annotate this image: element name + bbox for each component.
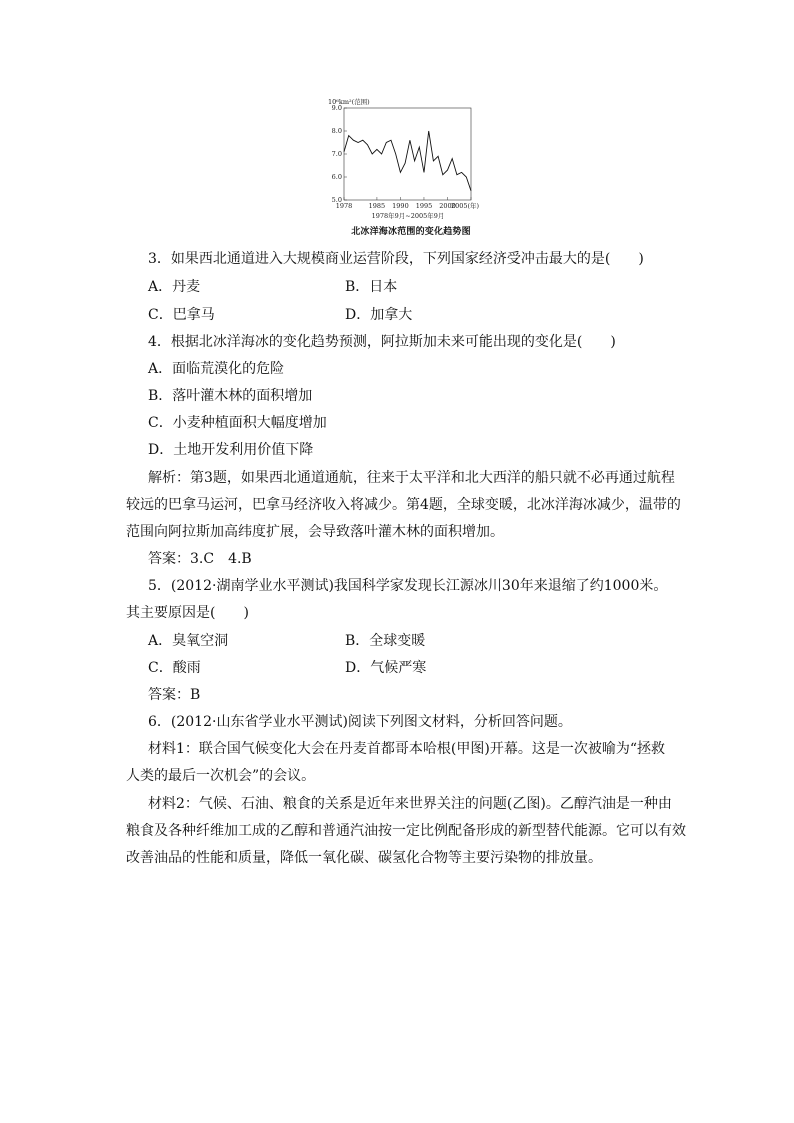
- y-tick-label: 9.0: [331, 104, 342, 113]
- q4-option-a: A．面临荒漠化的危险: [148, 361, 285, 377]
- x-tick-label: 2005(年): [450, 202, 480, 210]
- q3-stem: 3．如果西北通道进入大规模商业运营阶段，下列国家经济受冲击最大的是( ): [148, 251, 644, 267]
- x-tick-label: 1985: [368, 202, 386, 210]
- q3-option-a: A．丹麦: [148, 279, 201, 295]
- q6-stem: 6．(2012·山东省学业水平测试)阅读下列图文材料，分析回答问题。: [148, 714, 572, 730]
- x-tick-label: 2000: [439, 202, 456, 210]
- material-2-line-2: 粮食及各种纤维加工成的乙醇和普通汽油按一定比例配备形成的新型替代能源。它可以有效: [126, 823, 686, 839]
- x-axis-label: 1978年9月~2005年9月: [371, 212, 445, 220]
- analysis-line-3: 范围向阿拉斯加高纬度扩展，会导致落叶灌木林的面积增加。: [126, 524, 504, 540]
- q5-stem-line-1: 5．(2012·湖南学业水平测试)我国科学家发现长江源冰川30年来退缩了约1000米。: [148, 578, 668, 594]
- q5-option-a: A．臭氧空洞: [148, 633, 229, 649]
- analysis-line-1: 解析：第3题，如果西北通道通航，往来于太平洋和北大西洋的船只就不必再通过航程: [148, 470, 675, 486]
- y-tick-label: 7.0: [331, 150, 342, 159]
- series-line: [344, 131, 471, 191]
- x-tick-label: 1995: [415, 202, 433, 210]
- answer-q5: 答案：B: [148, 687, 201, 703]
- x-tick-label: 1978: [335, 202, 353, 210]
- q5-option-c: C．酸雨: [148, 660, 201, 676]
- y-tick-label: 6.0: [331, 173, 342, 182]
- q3-option-d: D．加拿大: [345, 307, 413, 323]
- q5-stem-line-2: 其主要原因是( ): [126, 605, 249, 621]
- analysis-line-2: 较远的巴拿马运河，巴拿马经济收入将减少。第4题，全球变暖，北冰洋海冰减少，温带的: [126, 497, 681, 513]
- material-1-line-2: 人类的最后一次机会”的会议。: [126, 768, 316, 784]
- plot-frame: [344, 108, 471, 200]
- q4-option-d: D．土地开发利用价值下降: [148, 442, 314, 458]
- q4-option-c: C．小麦种植面积大幅度增加: [148, 415, 327, 431]
- q5-option-b: B．全球变暖: [345, 633, 426, 649]
- q3-option-c: C．巴拿马: [148, 307, 215, 323]
- material-2-line-3: 改善油品的性能和质量，降低一氧化碳、碳氢化合物等主要污染物的排放量。: [126, 850, 602, 866]
- q4-option-b: B．落叶灌木林的面积增加: [148, 388, 313, 404]
- answer-q3-q4: 答案：3.C 4.B: [148, 551, 252, 567]
- material-1-line-1: 材料1：联合国气候变化大会在丹麦首都哥本哈根(甲图)开幕。这是一次被喻为“拯救: [148, 741, 665, 757]
- x-tick-label: 1990: [392, 202, 409, 210]
- q3-option-b: B．日本: [345, 279, 398, 295]
- y-unit-label: 10⁶km²(范围): [328, 98, 370, 106]
- chart-title: 北冰洋海冰范围的变化趋势图: [351, 227, 471, 237]
- y-tick-label: 5.0: [331, 196, 342, 205]
- y-tick-label: 8.0: [331, 127, 342, 136]
- q5-option-d: D．气候严寒: [345, 660, 427, 676]
- sea-ice-chart: [326, 96, 496, 241]
- material-2-line-1: 材料2：气候、石油、粮食的关系是近年来世界关注的问题(乙图)。乙醇汽油是一种由: [148, 796, 672, 812]
- q4-stem: 4．根据北冰洋海冰的变化趋势预测，阿拉斯加未来可能出现的变化是( ): [148, 334, 616, 350]
- chart-plot: [326, 96, 496, 224]
